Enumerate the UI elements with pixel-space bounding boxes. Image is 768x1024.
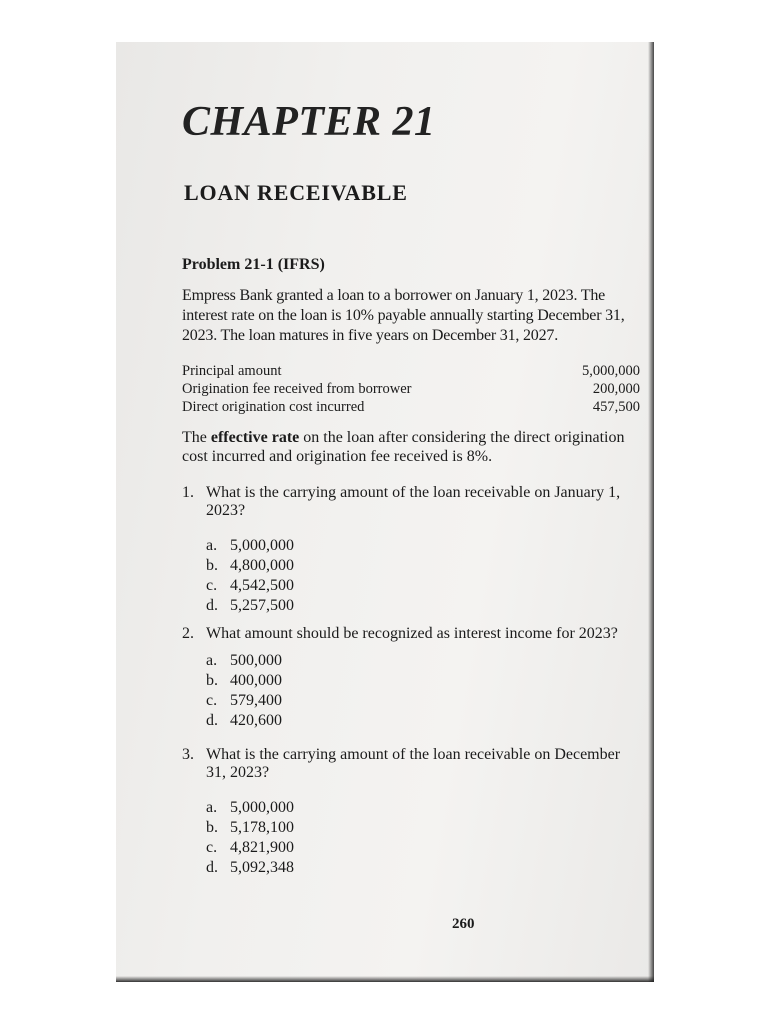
answer-choice bbox=[206, 691, 640, 711]
answer-choice bbox=[206, 711, 640, 731]
answer-choice bbox=[206, 671, 640, 691]
page-number: 260 bbox=[452, 916, 475, 932]
choice-text: 5,257,500 bbox=[230, 597, 294, 614]
answer-choice bbox=[206, 556, 640, 576]
choice-text: 5,178,100 bbox=[230, 819, 294, 836]
data-row bbox=[182, 380, 640, 398]
answer-choice bbox=[206, 858, 640, 878]
choice-letter: b. bbox=[206, 557, 218, 574]
problem-title: Problem 21-1 (IFRS) bbox=[182, 256, 325, 273]
data-row-label: Principal amount bbox=[182, 363, 282, 379]
choice-text: 4,821,900 bbox=[230, 839, 294, 856]
effective-rest: on the loan after considering the direct origination cost incurred and origination fee received is 8%. bbox=[182, 429, 625, 465]
data-row-value: 200,000 bbox=[592, 381, 640, 397]
question-text: What is the carrying amount of the loan receivable on January 1, 2023? bbox=[206, 484, 621, 519]
choice-letter: c. bbox=[206, 839, 218, 856]
answer-choices bbox=[206, 798, 640, 878]
answer-choice bbox=[206, 798, 640, 818]
question-text: What amount should be recognized as interest income for 2023? bbox=[206, 625, 618, 642]
loan-data-table bbox=[182, 362, 640, 416]
answer-choices bbox=[206, 536, 640, 616]
choice-letter: b. bbox=[206, 819, 218, 836]
answer-choice bbox=[206, 596, 640, 616]
choice-text: 4,542,500 bbox=[230, 577, 294, 594]
data-row-label: Direct origination cost incurred bbox=[182, 399, 365, 415]
choice-text: 5,000,000 bbox=[230, 537, 294, 554]
choice-text: 579,400 bbox=[230, 692, 282, 709]
effective-rate-statement bbox=[182, 428, 640, 466]
choice-letter: d. bbox=[206, 859, 218, 876]
problem-intro: Empress Bank granted a loan to a borrower on January 1, 2023. The interest rate on the loan is 10% payable annually starting December 31, 2023. The loan matures in five years on December 31, 2027. bbox=[182, 287, 625, 344]
section-title: LOAN RECEIVABLE bbox=[184, 180, 408, 205]
choice-letter: c. bbox=[206, 692, 218, 709]
choice-letter: d. bbox=[206, 597, 218, 614]
page-edge-shadow bbox=[648, 42, 654, 982]
question-1 bbox=[182, 484, 640, 616]
chapter-heading: CHAPTER 21 bbox=[182, 99, 436, 145]
question-2 bbox=[182, 625, 640, 731]
effective-emphasis: effective rate bbox=[210, 429, 300, 446]
question-number: 3. bbox=[182, 746, 194, 763]
question-3 bbox=[182, 746, 640, 878]
choice-text: 5,000,000 bbox=[230, 799, 294, 816]
answer-choice bbox=[206, 576, 640, 596]
answer-choice bbox=[206, 651, 640, 671]
data-row bbox=[182, 398, 640, 416]
data-row-value: 457,500 bbox=[592, 399, 640, 415]
choice-letter: c. bbox=[206, 577, 218, 594]
choice-letter: a. bbox=[206, 537, 218, 554]
answer-choice bbox=[206, 818, 640, 838]
choice-letter: d. bbox=[206, 712, 218, 729]
choice-letter: b. bbox=[206, 672, 218, 689]
question-text: What is the carrying amount of the loan receivable on December 31, 2023? bbox=[206, 746, 621, 781]
choice-letter: a. bbox=[206, 652, 218, 669]
choice-text: 500,000 bbox=[230, 652, 282, 669]
choice-text: 5,092,348 bbox=[230, 859, 294, 876]
page-bottom-edge bbox=[116, 976, 654, 982]
question-number: 2. bbox=[182, 625, 194, 642]
choice-letter: a. bbox=[206, 799, 218, 816]
answer-choices bbox=[206, 651, 640, 731]
data-row bbox=[182, 362, 640, 380]
choice-text: 4,800,000 bbox=[230, 557, 294, 574]
answer-choice bbox=[206, 838, 640, 858]
answer-choice bbox=[206, 536, 640, 556]
choice-text: 420,600 bbox=[230, 712, 282, 729]
choice-text: 400,000 bbox=[230, 672, 282, 689]
data-row-label: Origination fee received from borrower bbox=[182, 381, 412, 397]
effective-prefix: The bbox=[182, 429, 211, 446]
question-number: 1. bbox=[182, 484, 194, 501]
data-row-value: 5,000,000 bbox=[582, 363, 640, 379]
book-page bbox=[116, 42, 654, 982]
